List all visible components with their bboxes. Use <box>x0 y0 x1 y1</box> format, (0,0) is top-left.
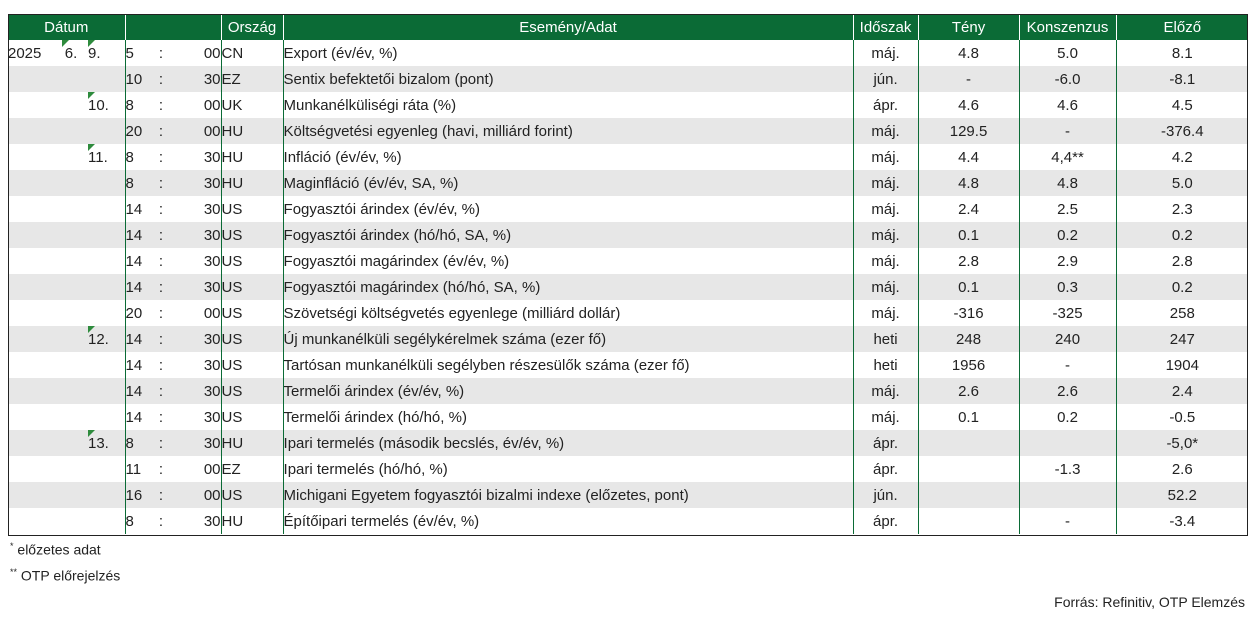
time-separator: : <box>155 482 167 508</box>
previous-value-cell: -0.5 <box>1116 404 1248 430</box>
date-month-cell <box>54 456 88 482</box>
country-cell: US <box>221 274 283 300</box>
previous-value-cell: 52.2 <box>1116 482 1248 508</box>
event-cell: Maginfláció (év/év, SA, %) <box>283 170 853 196</box>
period-cell: máj. <box>853 248 918 274</box>
time-hour-cell: 8 <box>125 92 155 118</box>
date-month-cell <box>54 144 88 170</box>
country-cell: UK <box>221 92 283 118</box>
event-cell: Szövetségi költségvetés egyenlege (milliárd dollár) <box>283 300 853 326</box>
time-separator: : <box>158 304 164 322</box>
period-cell: máj. <box>853 118 918 144</box>
table-row <box>8 274 1248 300</box>
date-day-cell <box>88 352 125 378</box>
date-year-cell <box>8 66 54 92</box>
time-hour-cell: 11 <box>125 456 155 482</box>
previous-value-cell: -8.1 <box>1116 66 1248 92</box>
table-row <box>8 326 1248 352</box>
country-cell: US <box>221 352 283 378</box>
country-cell: HU <box>221 170 283 196</box>
previous-value-cell: 5.0 <box>1116 170 1248 196</box>
time-minute-cell: 30 <box>167 170 221 196</box>
country-cell: US <box>221 222 283 248</box>
time-hour-cell: 14 <box>125 326 155 352</box>
time-hour-cell: 14 <box>125 196 155 222</box>
time-hour-cell: 14 <box>125 378 155 404</box>
period-cell: máj. <box>853 170 918 196</box>
event-cell: Ipari termelés (második becslés, év/év, %) <box>283 430 853 456</box>
date-day-cell <box>88 482 125 508</box>
previous-value-cell: 2.4 <box>1116 378 1248 404</box>
date-year-cell <box>8 352 54 378</box>
period-cell: heti <box>853 352 918 378</box>
date-day-cell <box>88 508 125 534</box>
time-minute-cell: 30 <box>203 408 221 426</box>
date-day-cell: 12. <box>88 326 125 352</box>
comment-marker-icon <box>88 40 95 47</box>
time-hour-cell: 8 <box>125 170 155 196</box>
time-separator: : <box>158 408 164 426</box>
event-cell: Költségvetési egyenleg (havi, milliárd forint) <box>283 118 853 144</box>
time-hour-cell: 14 <box>125 404 155 430</box>
comment-marker-icon <box>88 144 95 151</box>
time-hour-cell: 14 <box>125 248 155 274</box>
time-separator: : <box>158 200 164 218</box>
event-cell: Termelői árindex (hó/hó, %) <box>283 404 853 430</box>
date-month-cell <box>54 326 88 352</box>
time-hour-cell: 5 <box>125 40 155 66</box>
time-minute-cell: 00 <box>203 460 221 478</box>
table-header-row <box>8 14 1248 40</box>
date-day-cell <box>88 300 125 326</box>
header-previous: Előző <box>1116 14 1248 40</box>
actual-value-cell <box>918 482 1019 508</box>
date-day-cell: 13. <box>88 430 125 456</box>
time-separator: : <box>155 378 167 404</box>
consensus-value-cell: -1.3 <box>1019 456 1116 482</box>
time-minute-cell: 30 <box>167 430 221 456</box>
time-separator: : <box>155 118 167 144</box>
date-day-cell: 9. <box>88 40 125 66</box>
source-note: Forrás: Refinitiv, OTP Elemzés <box>1054 594 1245 610</box>
time-hour-cell: 8 <box>125 144 155 170</box>
actual-value-cell: 4.8 <box>918 40 1019 66</box>
time-separator: : <box>158 512 164 530</box>
table-row <box>8 118 1248 144</box>
event-cell: Export (év/év, %) <box>283 40 853 66</box>
actual-value-cell: 1956 <box>918 352 1019 378</box>
consensus-value-cell: - <box>1019 352 1116 378</box>
time-hour-cell: 10 <box>125 66 155 92</box>
date-year-cell <box>8 222 54 248</box>
table-row <box>8 508 1248 534</box>
time-minute-cell: 30 <box>167 326 221 352</box>
previous-value-cell: 4.2 <box>1116 144 1248 170</box>
event-cell: Ipari termelés (hó/hó, %) <box>283 456 853 482</box>
period-cell: máj. <box>853 404 918 430</box>
actual-value-cell: 0.1 <box>918 222 1019 248</box>
previous-value-cell: -5,0* <box>1116 430 1248 456</box>
actual-value-cell: 4.8 <box>918 170 1019 196</box>
period-cell: máj. <box>853 144 918 170</box>
consensus-value-cell: 0.3 <box>1019 274 1116 300</box>
table-row <box>8 144 1248 170</box>
date-day-cell <box>88 66 125 92</box>
footnote-otp-forecast: ** OTP előrejelzés <box>10 567 121 584</box>
table-row <box>8 40 1248 66</box>
date-year-cell <box>8 274 54 300</box>
time-hour-cell: 20 <box>125 300 155 326</box>
consensus-value-cell: - <box>1019 118 1116 144</box>
event-cell: Michigani Egyetem fogyasztói bizalmi indexe (előzetes, pont) <box>283 482 853 508</box>
date-month-cell <box>54 196 88 222</box>
event-cell: Új munkanélküli segélykérelmek száma (ezer fő) <box>283 326 853 352</box>
previous-value-cell: 247 <box>1116 326 1248 352</box>
actual-value-cell: 0.1 <box>918 404 1019 430</box>
period-cell: ápr. <box>853 456 918 482</box>
event-cell: Sentix befektetői bizalom (pont) <box>283 66 853 92</box>
consensus-value-cell: - <box>1019 508 1116 534</box>
actual-value-cell: 129.5 <box>918 118 1019 144</box>
time-minute-cell: 00 <box>167 482 221 508</box>
date-day-cell <box>88 456 125 482</box>
time-minute-cell: 00 <box>203 44 221 62</box>
time-minute-cell: 30 <box>203 200 221 218</box>
previous-value-cell: 8.1 <box>1116 40 1248 66</box>
date-day-cell <box>88 404 125 430</box>
date-year-cell <box>8 170 54 196</box>
country-cell: EZ <box>221 66 283 92</box>
date-month-cell: 6. <box>54 40 88 66</box>
header-date: Dátum <box>8 14 125 40</box>
time-hour-cell: 20 <box>125 118 155 144</box>
actual-value-cell: 4.6 <box>918 92 1019 118</box>
table-row <box>8 404 1248 430</box>
date-day-cell <box>88 378 125 404</box>
event-cell: Építőipari termelés (év/év, %) <box>283 508 853 534</box>
consensus-value-cell: 5.0 <box>1019 40 1116 66</box>
date-year-cell <box>8 144 54 170</box>
period-cell: máj. <box>853 378 918 404</box>
country-cell: EZ <box>221 456 283 482</box>
header-time <box>125 14 221 40</box>
time-separator: : <box>158 356 164 374</box>
consensus-value-cell: -6.0 <box>1019 66 1116 92</box>
time-separator: : <box>155 274 167 300</box>
header-period: Időszak <box>853 14 918 40</box>
comment-marker-icon <box>88 92 95 99</box>
footnote-preliminary: * előzetes adat <box>10 541 101 558</box>
time-hour-cell: 14 <box>125 222 155 248</box>
header-actual: Tény <box>918 14 1019 40</box>
previous-value-cell: -376.4 <box>1116 118 1248 144</box>
consensus-value-cell: -325 <box>1019 300 1116 326</box>
actual-value-cell: - <box>918 66 1019 92</box>
date-month-cell <box>54 352 88 378</box>
comment-marker-icon <box>62 40 69 47</box>
date-month-cell <box>54 66 88 92</box>
table-row <box>8 300 1248 326</box>
actual-value-cell: 2.8 <box>918 248 1019 274</box>
time-separator: : <box>158 148 164 166</box>
date-day-cell <box>88 222 125 248</box>
time-hour-cell: 16 <box>125 482 155 508</box>
date-year-cell <box>8 430 54 456</box>
country-cell: HU <box>221 430 283 456</box>
consensus-value-cell: 2.6 <box>1019 378 1116 404</box>
time-minute-cell: 30 <box>203 148 221 166</box>
period-cell: máj. <box>853 300 918 326</box>
consensus-value-cell <box>1019 482 1116 508</box>
event-cell: Fogyasztói árindex (hó/hó, SA, %) <box>283 222 853 248</box>
event-cell: Fogyasztói magárindex (hó/hó, SA, %) <box>283 274 853 300</box>
time-separator: : <box>155 430 167 456</box>
consensus-value-cell: 4,4** <box>1019 144 1116 170</box>
period-cell: máj. <box>853 274 918 300</box>
previous-value-cell: 0.2 <box>1116 274 1248 300</box>
previous-value-cell: 0.2 <box>1116 222 1248 248</box>
country-cell: US <box>221 248 283 274</box>
date-day-cell: 10. <box>88 92 125 118</box>
country-cell: US <box>221 326 283 352</box>
country-cell: US <box>221 300 283 326</box>
date-month-cell <box>54 274 88 300</box>
date-day-cell <box>88 248 125 274</box>
date-day-cell <box>88 274 125 300</box>
consensus-value-cell: 4.6 <box>1019 92 1116 118</box>
time-hour-cell: 8 <box>125 430 155 456</box>
period-cell: máj. <box>853 196 918 222</box>
date-month-cell <box>54 170 88 196</box>
date-month-cell <box>54 378 88 404</box>
country-cell: US <box>221 482 283 508</box>
actual-value-cell <box>918 508 1019 534</box>
actual-value-cell: 0.1 <box>918 274 1019 300</box>
table-row <box>8 66 1248 92</box>
time-minute-cell: 30 <box>167 222 221 248</box>
previous-value-cell: 2.8 <box>1116 248 1248 274</box>
date-year-cell <box>8 326 54 352</box>
period-cell: máj. <box>853 222 918 248</box>
date-year-cell <box>8 300 54 326</box>
country-cell: HU <box>221 508 283 534</box>
period-cell: máj. <box>853 40 918 66</box>
time-separator: : <box>155 222 167 248</box>
actual-value-cell: 248 <box>918 326 1019 352</box>
time-minute-cell: 30 <box>203 356 221 374</box>
country-cell: US <box>221 378 283 404</box>
time-separator: : <box>155 170 167 196</box>
previous-value-cell: 258 <box>1116 300 1248 326</box>
time-minute-cell: 00 <box>203 304 221 322</box>
event-cell: Termelői árindex (év/év, %) <box>283 378 853 404</box>
consensus-value-cell: 4.8 <box>1019 170 1116 196</box>
actual-value-cell: 4.4 <box>918 144 1019 170</box>
table-row <box>8 352 1248 378</box>
date-month-cell <box>54 430 88 456</box>
economic-calendar-table <box>8 14 1248 534</box>
country-cell: CN <box>221 40 283 66</box>
date-month-cell <box>54 118 88 144</box>
table-row <box>8 430 1248 456</box>
previous-value-cell: -3.4 <box>1116 508 1248 534</box>
date-year-cell <box>8 92 54 118</box>
period-cell: jún. <box>853 482 918 508</box>
actual-value-cell: 2.6 <box>918 378 1019 404</box>
actual-value-cell: -316 <box>918 300 1019 326</box>
consensus-value-cell: 2.5 <box>1019 196 1116 222</box>
date-month-cell <box>54 222 88 248</box>
time-hour-cell: 14 <box>125 274 155 300</box>
previous-value-cell: 2.3 <box>1116 196 1248 222</box>
consensus-value-cell: 240 <box>1019 326 1116 352</box>
date-year-cell: 2025 <box>8 44 42 62</box>
time-minute-cell: 30 <box>203 512 221 530</box>
date-year-cell <box>8 508 54 534</box>
date-day-cell <box>88 118 125 144</box>
event-cell: Fogyasztói árindex (év/év, %) <box>283 196 853 222</box>
time-minute-cell: 00 <box>203 96 221 114</box>
country-cell: US <box>221 404 283 430</box>
period-cell: ápr. <box>853 430 918 456</box>
date-month-cell <box>54 482 88 508</box>
date-year-cell <box>8 456 54 482</box>
consensus-value-cell <box>1019 430 1116 456</box>
previous-value-cell: 2.6 <box>1116 456 1248 482</box>
time-minute-cell: 00 <box>167 118 221 144</box>
previous-value-cell: 1904 <box>1116 352 1248 378</box>
event-cell: Tartósan munkanélküli segélyben részesülők száma (ezer fő) <box>283 352 853 378</box>
date-month-cell <box>54 248 88 274</box>
date-day-cell: 11. <box>88 144 125 170</box>
date-year-cell <box>8 196 54 222</box>
time-minute-cell: 30 <box>203 252 221 270</box>
time-minute-cell: 30 <box>167 66 221 92</box>
date-month-cell <box>54 508 88 534</box>
actual-value-cell <box>918 430 1019 456</box>
period-cell: ápr. <box>853 92 918 118</box>
time-separator: : <box>155 326 167 352</box>
time-hour-cell: 14 <box>125 352 155 378</box>
table-row <box>8 92 1248 118</box>
header-consensus: Konszenzus <box>1019 14 1116 40</box>
table-row <box>8 456 1248 482</box>
event-cell: Munkanélküliségi ráta (%) <box>283 92 853 118</box>
table-row <box>8 222 1248 248</box>
time-minute-cell: 30 <box>167 378 221 404</box>
time-hour-cell: 8 <box>125 508 155 534</box>
table-row <box>8 196 1248 222</box>
time-minute-cell: 30 <box>167 274 221 300</box>
actual-value-cell: 2.4 <box>918 196 1019 222</box>
date-month-cell <box>54 300 88 326</box>
header-country: Ország <box>221 14 283 40</box>
date-year-cell <box>8 482 54 508</box>
consensus-value-cell: 2.9 <box>1019 248 1116 274</box>
consensus-value-cell: 0.2 <box>1019 404 1116 430</box>
date-month-cell <box>54 92 88 118</box>
time-separator: : <box>155 66 167 92</box>
period-cell: heti <box>853 326 918 352</box>
country-cell: US <box>221 196 283 222</box>
table-row <box>8 378 1248 404</box>
consensus-value-cell: 0.2 <box>1019 222 1116 248</box>
time-separator: : <box>158 96 164 114</box>
date-year-cell <box>8 248 54 274</box>
previous-value-cell: 4.5 <box>1116 92 1248 118</box>
table-row <box>8 482 1248 508</box>
date-year-cell <box>8 118 54 144</box>
actual-value-cell <box>918 456 1019 482</box>
event-cell: Fogyasztói magárindex (év/év, %) <box>283 248 853 274</box>
time-separator: : <box>158 44 164 62</box>
date-day-cell <box>88 170 125 196</box>
time-separator: : <box>158 460 164 478</box>
comment-marker-icon <box>88 326 95 333</box>
date-month-cell <box>54 404 88 430</box>
event-cell: Infláció (év/év, %) <box>283 144 853 170</box>
date-day-cell <box>88 196 125 222</box>
period-cell: jún. <box>853 66 918 92</box>
country-cell: HU <box>221 144 283 170</box>
header-event: Esemény/Adat <box>283 14 853 40</box>
table-row <box>8 248 1248 274</box>
time-separator: : <box>158 252 164 270</box>
comment-marker-icon <box>88 430 95 437</box>
date-year-cell <box>8 404 54 430</box>
country-cell: HU <box>221 118 283 144</box>
period-cell: ápr. <box>853 508 918 534</box>
table-row <box>8 170 1248 196</box>
date-year-cell <box>8 378 54 404</box>
